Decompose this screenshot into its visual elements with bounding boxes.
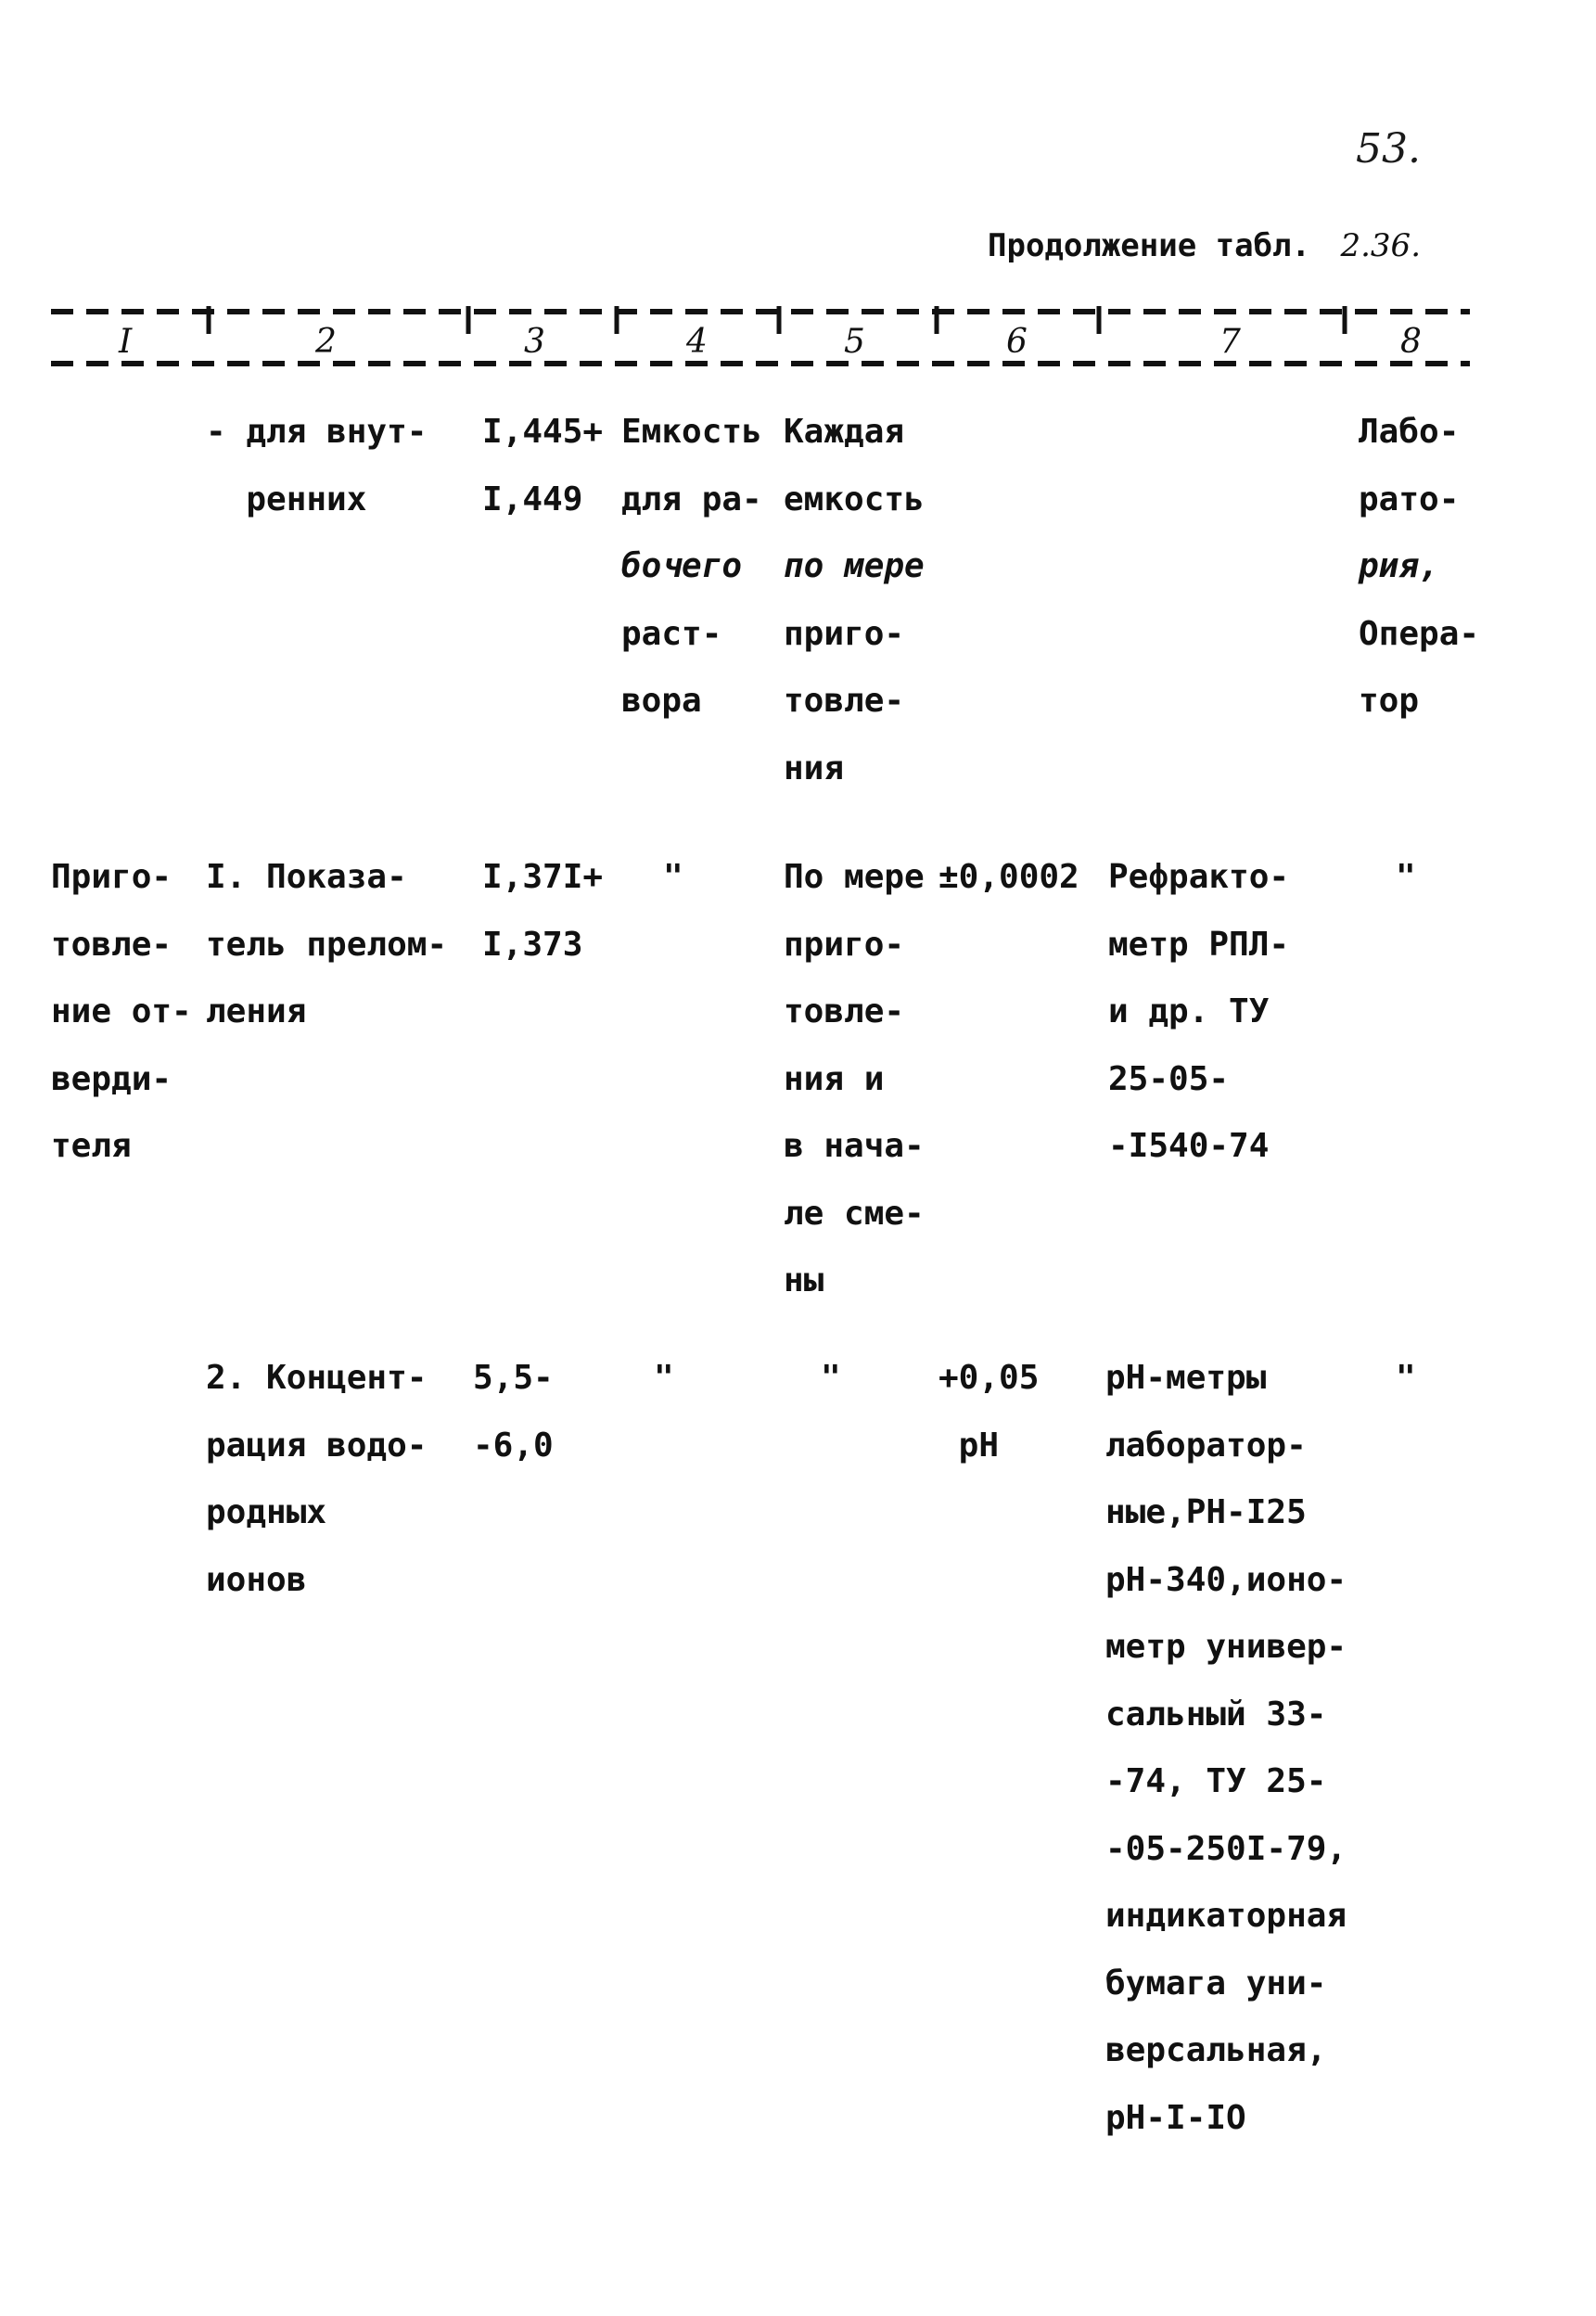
- row1-col5: [784, 399, 925, 802]
- row2-col6: ±0,0002: [938, 858, 1079, 896]
- row2-col7: Рефракто- метр РПЛ- и др. ТУ 25-05- -I540-74: [1108, 858, 1290, 1165]
- row1-col5-italic: по мере: [784, 547, 925, 585]
- row1-col8-upright: Лабо- рато-: [1359, 413, 1460, 518]
- row1-col5-rest: приго- товле- ния: [784, 614, 905, 787]
- row2-col8: ": [1396, 858, 1416, 896]
- row2-col3: I,37I+ I,373: [482, 858, 604, 964]
- row3-col2: 2. Концент- рация водо- родных ионов: [206, 1359, 428, 1599]
- table-reference: 2.36.: [1340, 227, 1421, 264]
- row1-col8-italic: рия,: [1359, 547, 1439, 585]
- row3-col3: 5,5- -6,0: [473, 1359, 554, 1465]
- continuation-label: Продолжение табл.: [988, 227, 1310, 264]
- row1-col5-upright: Каждая емкость: [784, 413, 925, 518]
- row3-col6: +0,05 pH: [938, 1359, 1040, 1465]
- page-number: 53.: [1356, 125, 1421, 173]
- row2-col2: I. Показа- тель прелом- ления: [206, 858, 448, 1030]
- column-number-3: 3: [524, 323, 545, 361]
- column-number-6: 6: [1006, 323, 1028, 361]
- row3-col8: ": [1396, 1359, 1416, 1397]
- column-number-8: 8: [1400, 323, 1422, 361]
- row1-col4: [621, 399, 762, 736]
- row2-col5: По мере приго- товле- ния и в нача- ле сме- ны: [784, 858, 925, 1299]
- row1-col8: [1359, 399, 1479, 736]
- row3-col4: ": [654, 1359, 674, 1397]
- row2-col1: Приго- товле- ние от- верди- теля: [51, 858, 192, 1165]
- column-number-2: 2: [315, 323, 337, 361]
- row2-col4: ": [663, 858, 683, 896]
- row3-col5: ": [821, 1359, 841, 1397]
- row1-col2: - для внут- ренних: [206, 413, 428, 518]
- row1-col4-italic: бочего: [621, 547, 743, 585]
- row1-col8-rest: Опера- тор: [1359, 614, 1480, 720]
- column-number-7: 7: [1219, 323, 1241, 361]
- column-number-1: I: [119, 323, 133, 361]
- column-number-5: 5: [844, 323, 865, 361]
- row1-col4-upright: Емкость для ра-: [621, 413, 762, 518]
- row3-col7: pH-метры лаборатор- ные,PH-I25 pH-340,ионо- метр универ- сальный 33- -74, ТУ 25- -05-250I-79, индикаторная бумага уни- версальная, pH-I-IO: [1105, 1359, 1347, 2137]
- header-dashed-rules: [0, 0, 1596, 390]
- column-number-4: 4: [686, 323, 708, 361]
- row1-col4-rest: раст- вора: [621, 614, 722, 720]
- row1-col3: I,445+ I,449: [482, 413, 604, 518]
